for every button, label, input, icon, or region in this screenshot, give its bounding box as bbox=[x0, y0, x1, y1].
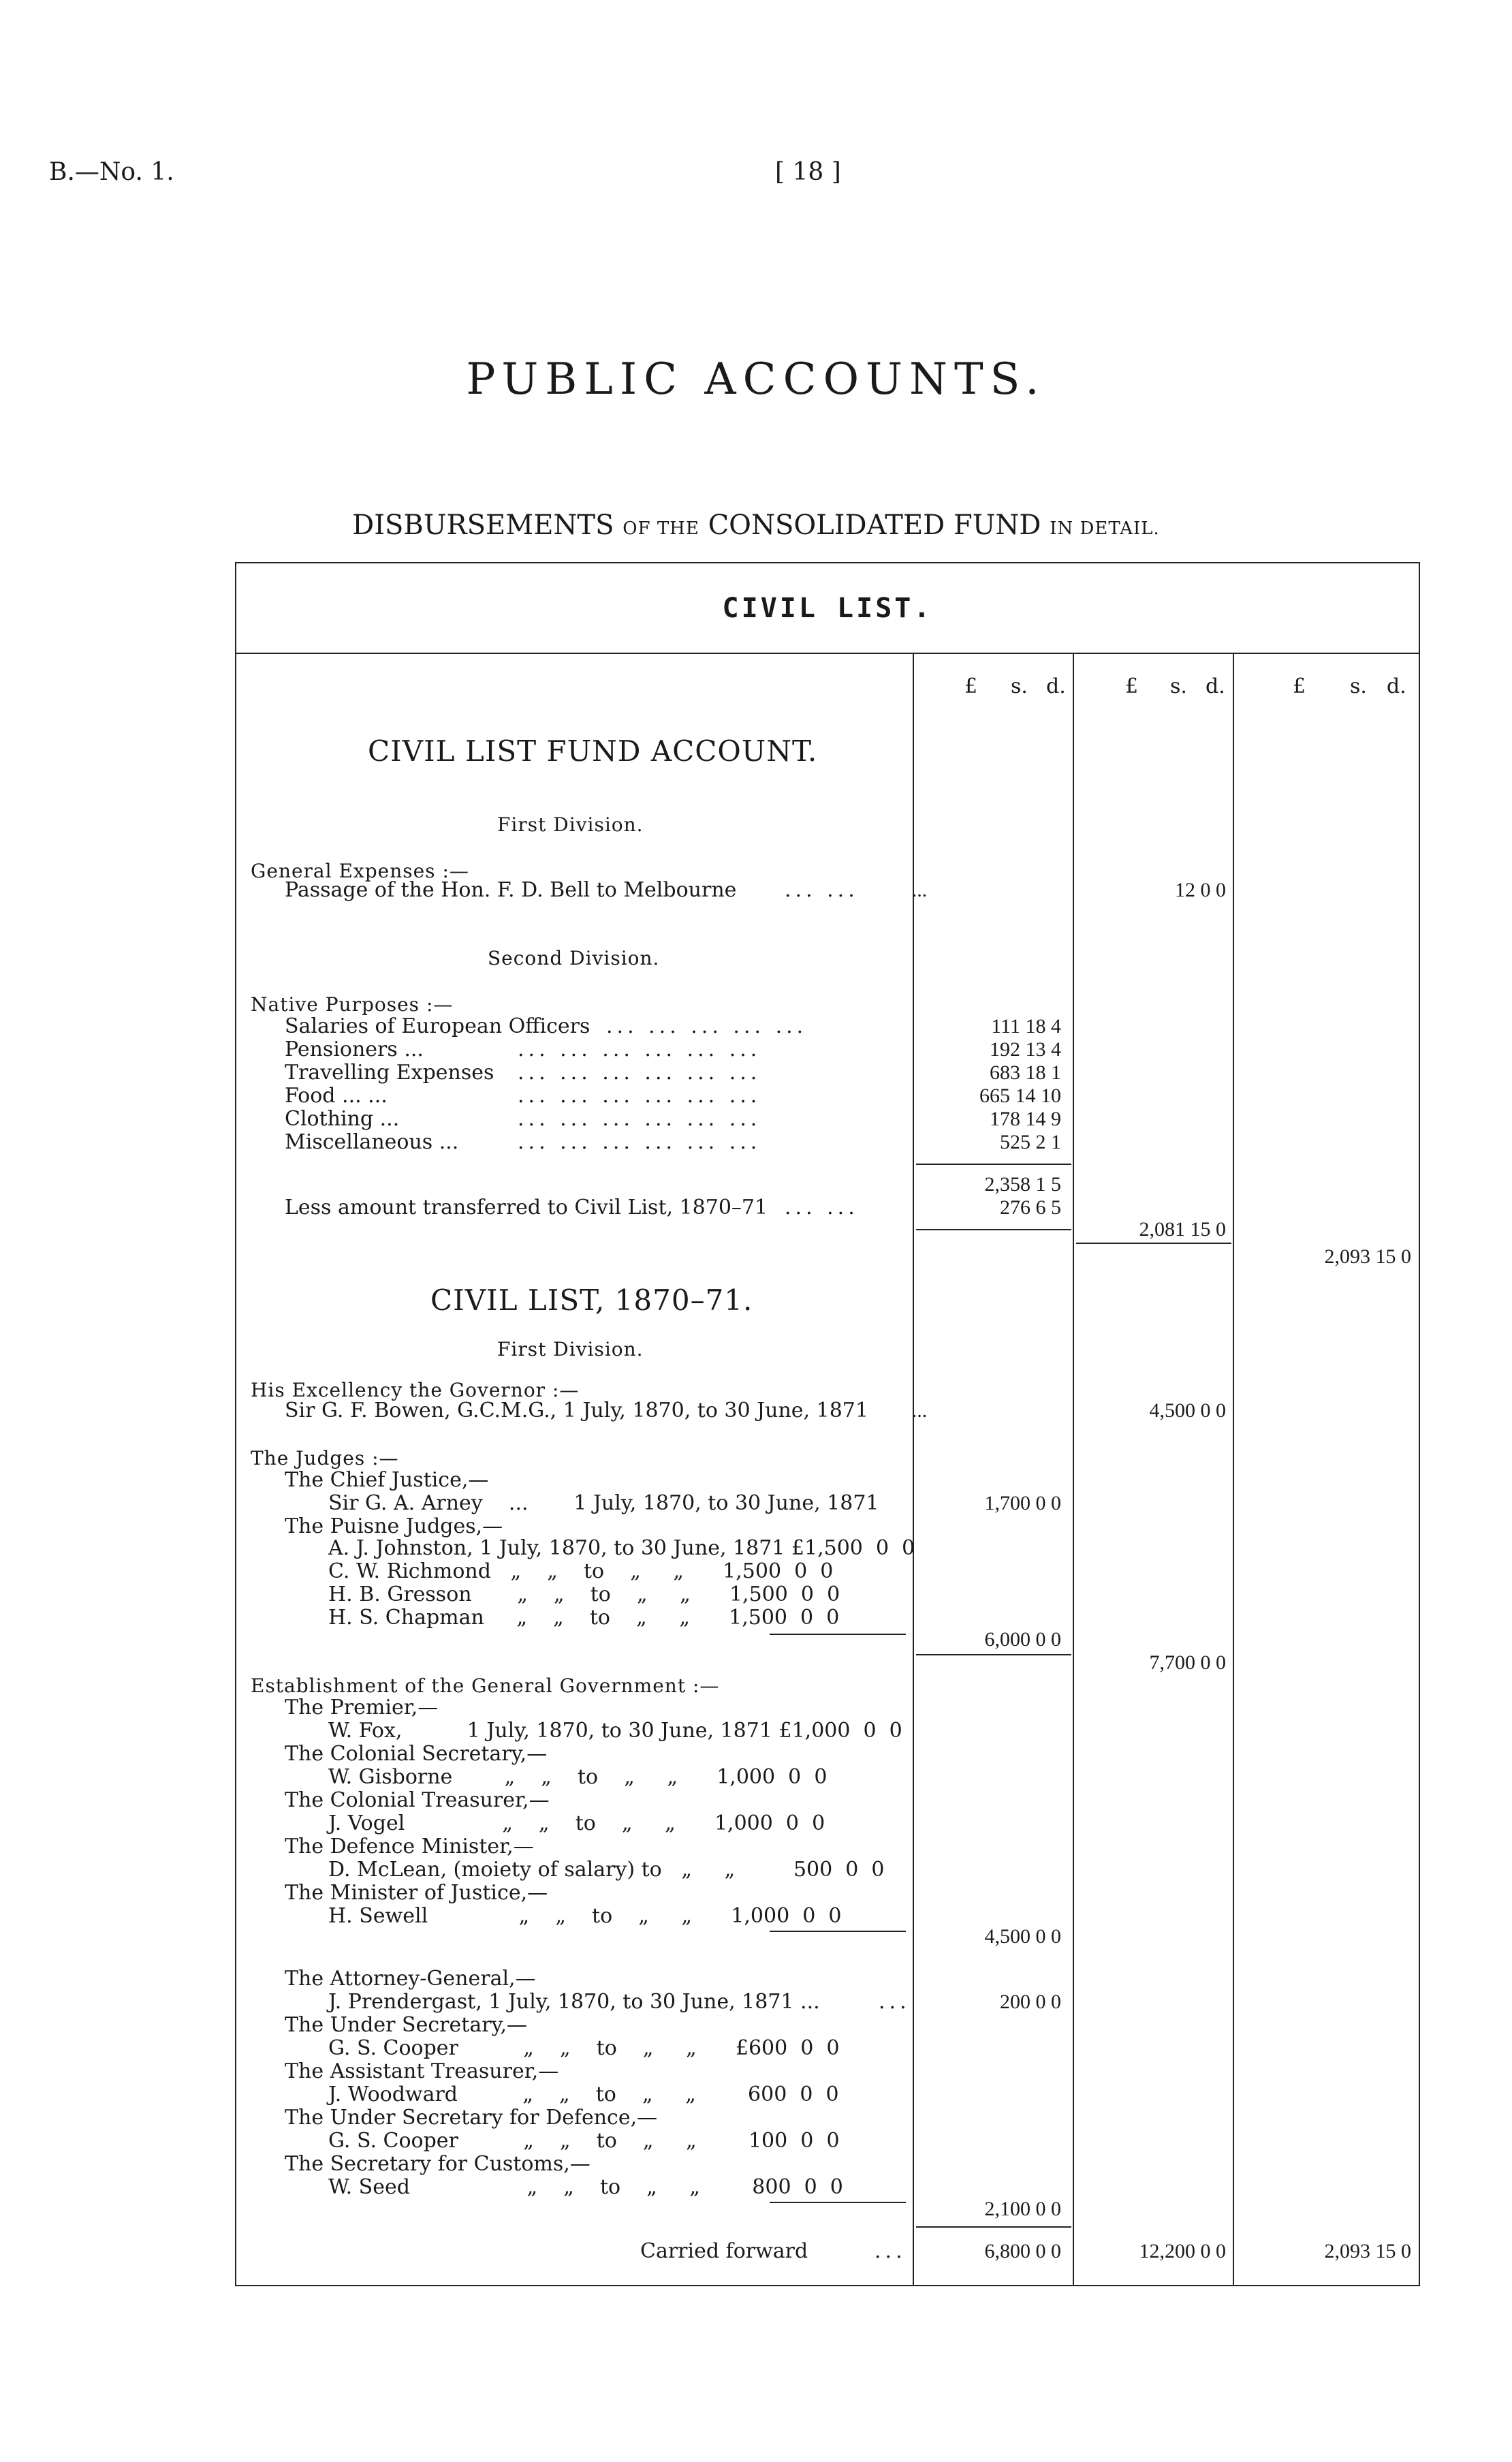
amount: 4,500 0 0 bbox=[1149, 1399, 1226, 1422]
carried-forward-amount: 6,800 0 0 bbox=[984, 2240, 1061, 2262]
amount: 525 2 1 bbox=[1000, 1131, 1061, 1153]
category-heading: His Excellency the Governor :— bbox=[251, 1379, 580, 1401]
line-item-label: W. Fox, 1 July, 1870, to 30 June, 1871 £1,000 0 0 bbox=[328, 1719, 902, 1743]
line-item-label: J. Prendergast, 1 July, 1870, to 30 June, 1871 ... bbox=[328, 1990, 820, 2014]
amount: ... bbox=[911, 879, 928, 901]
col-head-pounds: £ bbox=[1293, 674, 1306, 698]
subtotal: 2,100 0 0 bbox=[984, 2198, 1061, 2220]
division-heading: First Division. bbox=[497, 813, 644, 836]
line-item-label: G. S. Cooper „ „ to „ „ 100 0 0 bbox=[328, 2129, 840, 2153]
leader-dots: ... ... bbox=[785, 878, 859, 902]
division-heading: Second Division. bbox=[488, 947, 660, 969]
table-left-rule bbox=[235, 562, 236, 2286]
table-header-rule bbox=[235, 653, 1420, 654]
carried-forward-amount: 2,093 15 0 bbox=[1324, 2240, 1411, 2262]
sub-heading: The Under Secretary,— bbox=[285, 2013, 528, 2037]
col-head-pence: d. bbox=[1387, 674, 1406, 698]
sub-heading: The Colonial Secretary,— bbox=[285, 1742, 548, 1766]
line-item-label: W. Seed „ „ to „ „ 800 0 0 bbox=[328, 2175, 843, 2199]
amount: 1,700 0 0 bbox=[984, 1492, 1061, 1514]
line-item-label: Sir G. A. Arney ... 1 July, 1870, to 30 June, 1871 bbox=[328, 1491, 879, 1515]
line-item-label: Passage of the Hon. F. D. Bell to Melbourne bbox=[285, 878, 737, 902]
line-item-label: G. S. Cooper „ „ to „ „ £600 0 0 bbox=[328, 2036, 840, 2060]
line-item-label: J. Woodward „ „ to „ „ 600 0 0 bbox=[328, 2083, 839, 2106]
table-top-rule bbox=[235, 562, 1420, 563]
sub-heading: The Chief Justice,— bbox=[285, 1468, 489, 1492]
subtotal-rule bbox=[916, 2226, 1071, 2228]
line-item-label: J. Vogel „ „ to „ „ 1,000 0 0 bbox=[328, 1811, 825, 1835]
subtotal-rule bbox=[916, 1654, 1071, 1655]
sub-heading: The Under Secretary for Defence,— bbox=[285, 2106, 658, 2130]
line-item-label: D. McLean, (moiety of salary) to „ „ 500 0 0 bbox=[328, 1858, 885, 1882]
amount: 111 18 4 bbox=[991, 1015, 1061, 1038]
amount: 192 13 4 bbox=[990, 1038, 1061, 1061]
line-item-label: A. J. Johnston, 1 July, 1870, to 30 June, 1871 £1,500 0 0 bbox=[328, 1536, 915, 1560]
line-item-label: Food ... ... bbox=[285, 1084, 388, 1108]
sub-heading: The Puisne Judges,— bbox=[285, 1514, 503, 1538]
division-heading: First Division. bbox=[497, 1338, 644, 1360]
amount: 200 0 0 bbox=[1000, 1991, 1061, 2013]
amount: 665 14 10 bbox=[979, 1085, 1061, 1107]
table-right-rule bbox=[1419, 562, 1420, 2286]
amount: ... bbox=[911, 1399, 928, 1422]
leader-dots: ... ... bbox=[785, 1196, 859, 1219]
line-item-label: Travelling Expenses bbox=[285, 1061, 494, 1085]
category-heading: General Expenses :— bbox=[251, 860, 469, 882]
page-title: PUBLIC ACCOUNTS. bbox=[466, 354, 1046, 405]
subtotal: 4,500 0 0 bbox=[984, 1925, 1061, 1948]
sub-heading: The Attorney-General,— bbox=[285, 1967, 536, 1991]
amount: 178 14 9 bbox=[990, 1108, 1061, 1130]
subtotal: 7,700 0 0 bbox=[1149, 1651, 1226, 1674]
line-item-label: Salaries of European Officers bbox=[285, 1014, 590, 1038]
leader-dots: ... ... ... ... ... ... bbox=[518, 1061, 761, 1085]
line-item-label: W. Gisborne „ „ to „ „ 1,000 0 0 bbox=[328, 1765, 828, 1789]
leader-dots: ... ... ... ... ... ... bbox=[518, 1107, 761, 1131]
subtotal-rule bbox=[1076, 1243, 1231, 1244]
sub-heading: The Colonial Treasurer,— bbox=[285, 1788, 550, 1812]
line-item-label: H. Sewell „ „ to „ „ 1,000 0 0 bbox=[328, 1904, 842, 1928]
subtotal-rule bbox=[770, 1634, 906, 1635]
line-item-label: H. B. Gresson „ „ to „ „ 1,500 0 0 bbox=[328, 1583, 840, 1606]
category-heading: Establishment of the General Government :— bbox=[251, 1674, 720, 1697]
subtitle-part: DISBURSEMENTS bbox=[352, 510, 614, 541]
line-item-label: C. W. Richmond „ „ to „ „ 1,500 0 0 bbox=[328, 1559, 834, 1583]
line-item-label: Sir G. F. Bowen, G.C.M.G., 1 July, 1870, to 30 June, 1871 bbox=[285, 1399, 868, 1422]
col-head-pence: d. bbox=[1206, 674, 1225, 698]
amount: 683 18 1 bbox=[990, 1061, 1061, 1084]
section-heading: CIVIL LIST FUND ACCOUNT. bbox=[368, 734, 818, 768]
col-head-shillings: s. bbox=[1170, 674, 1187, 698]
carried-forward-amount: 12,200 0 0 bbox=[1139, 2240, 1226, 2262]
column-rule bbox=[1233, 653, 1234, 2285]
section-heading: CIVIL LIST, 1870–71. bbox=[430, 1283, 753, 1317]
table-bottom-rule bbox=[235, 2285, 1420, 2286]
subtotal: 2,358 1 5 bbox=[984, 1173, 1061, 1196]
col-head-pounds: £ bbox=[1125, 674, 1139, 698]
leader-dots: ... ... ... ... ... ... bbox=[518, 1130, 761, 1154]
sub-heading: The Secretary for Customs,— bbox=[285, 2152, 590, 2176]
page-subtitle bbox=[0, 510, 1512, 541]
subtotal-rule bbox=[916, 1229, 1071, 1230]
subtotal-rule bbox=[916, 1164, 1071, 1165]
col-head-pence: d. bbox=[1046, 674, 1066, 698]
grand-total: 2,093 15 0 bbox=[1324, 1245, 1411, 1268]
sub-heading: The Minister of Justice,— bbox=[285, 1881, 548, 1905]
sub-heading: The Defence Minister,— bbox=[285, 1835, 534, 1858]
amount: 276 6 5 bbox=[1000, 1196, 1061, 1219]
subtotal-rule bbox=[770, 1931, 906, 1932]
line-item-label: H. S. Chapman „ „ to „ „ 1,500 0 0 bbox=[328, 1606, 840, 1630]
page-reference: B.—No. 1. bbox=[49, 158, 174, 186]
table-title: CIVIL LIST. bbox=[722, 593, 933, 624]
leader-dots: ... ... ... ... ... bbox=[606, 1014, 808, 1038]
subtotal: 6,000 0 0 bbox=[984, 1628, 1061, 1651]
line-item-label: Clothing ... bbox=[285, 1107, 400, 1131]
subtitle-part: OF THE bbox=[623, 518, 699, 539]
page-number: [ 18 ] bbox=[775, 158, 841, 186]
line-item-label: Less amount transferred to Civil List, 1870–71 bbox=[285, 1196, 768, 1219]
subtotal-rule bbox=[770, 2202, 906, 2203]
col-head-shillings: s. bbox=[1350, 674, 1367, 698]
sub-heading: The Premier,— bbox=[285, 1696, 439, 1719]
line-item-label: Miscellaneous ... bbox=[285, 1130, 459, 1154]
col-head-shillings: s. bbox=[1011, 674, 1028, 698]
leader-dots: ... ... ... ... ... ... bbox=[518, 1084, 761, 1108]
col-head-pounds: £ bbox=[964, 674, 978, 698]
category-heading: The Judges :— bbox=[251, 1447, 399, 1469]
subtitle-part: CONSOLIDATED FUND bbox=[708, 510, 1041, 541]
amount: 12 0 0 bbox=[1175, 879, 1226, 901]
line-item-label: Pensioners ... bbox=[285, 1038, 424, 1061]
category-heading: Native Purposes :— bbox=[251, 993, 454, 1016]
carried-forward-label: Carried forward bbox=[640, 2239, 808, 2263]
column-rule bbox=[1073, 653, 1074, 2285]
leader-dots: ... ... ... ... ... ... bbox=[518, 1038, 761, 1061]
subtitle-part: IN DETAIL. bbox=[1050, 518, 1160, 539]
net-total: 2,081 15 0 bbox=[1139, 1218, 1226, 1241]
leader-dots: ... bbox=[875, 2239, 907, 2263]
sub-heading: The Assistant Treasurer,— bbox=[285, 2059, 559, 2083]
leader-dots: ... bbox=[879, 1990, 911, 2014]
